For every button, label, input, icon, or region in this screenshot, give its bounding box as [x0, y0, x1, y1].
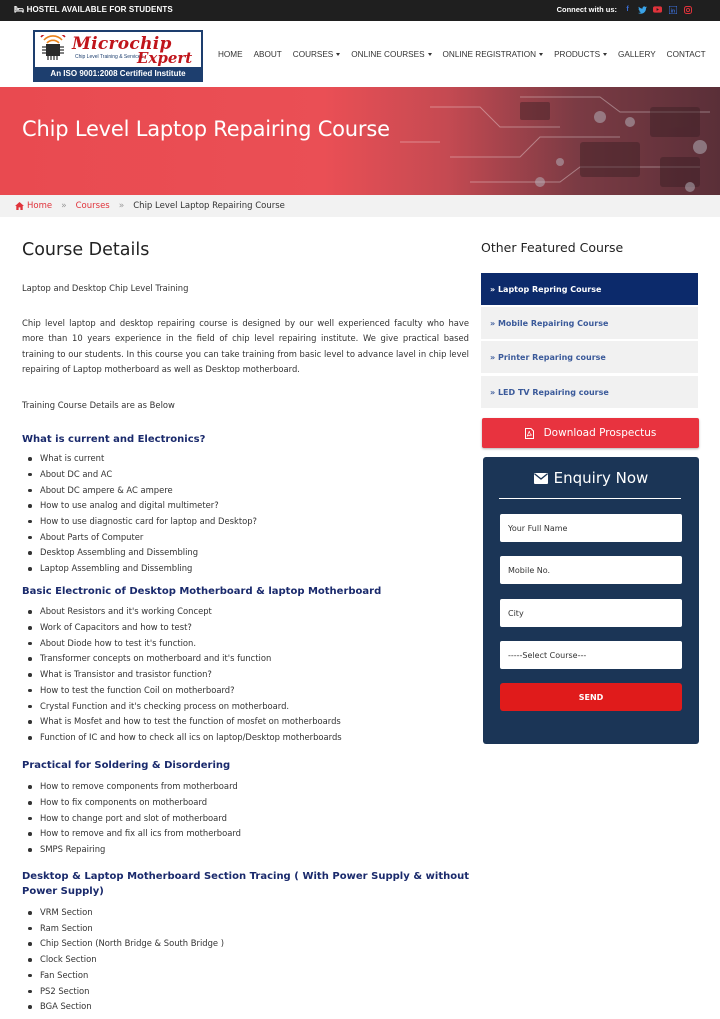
- double-chevron-right-icon: »: [118, 201, 125, 211]
- send-button[interactable]: [500, 683, 682, 711]
- city-placeholder: City: [508, 608, 524, 618]
- section-title-soldering: Practical for Soldering & Disordering: [22, 759, 231, 771]
- section-list-section-tracing: [28, 905, 469, 1015]
- site-header: [0, 21, 720, 87]
- nav-courses-label: COURSES: [292, 50, 334, 59]
- nav-about[interactable]: [254, 50, 282, 59]
- course-description: Chip level laptop and desktop repairing course is designed by our well experienced faculty who have more than 10 years experience in the field of chip level repairing institute. We give practical based training to our students. In this course you can take training from basic level to advance lavel in chip level repairing of Laptop motherboard as well as Desktop motherboard.: [22, 317, 469, 375]
- enquiry-title: Enquiry Now: [553, 469, 649, 487]
- caret-down-icon: [603, 53, 607, 56]
- list-item: Work of Capacitors and how to test?: [28, 620, 469, 636]
- nav-products[interactable]: [554, 50, 607, 59]
- details-intro-text: Training Course Details are as Below: [22, 399, 175, 410]
- main-navigation: [218, 50, 717, 59]
- list-item: How to fix components on motherboard: [28, 795, 469, 811]
- youtube-icon[interactable]: [653, 5, 662, 14]
- list-item: About Diode how to test it's function.: [28, 636, 469, 652]
- list-item: About DC ampere & AC ampere: [28, 483, 469, 499]
- list-item: How to change port and slot of motherboard: [28, 811, 469, 827]
- nav-products-label: PRODUCTS: [554, 50, 601, 59]
- send-button-label: SEND: [578, 692, 604, 702]
- featured-course-label: Printer Reparing course: [497, 352, 606, 362]
- envelope-icon: [534, 473, 548, 484]
- facebook-icon[interactable]: f: [626, 6, 629, 13]
- mobile-number-input[interactable]: [500, 556, 682, 584]
- list-item: Laptop Assembling and Dissembling: [28, 561, 469, 577]
- city-input[interactable]: [500, 599, 682, 627]
- twitter-icon[interactable]: [638, 5, 647, 14]
- course-select[interactable]: [500, 641, 682, 669]
- home-icon: [15, 202, 24, 210]
- list-item: Crystal Function and it's checking process on motherboard.: [28, 699, 469, 715]
- featured-courses-heading: Other Featured Course: [481, 240, 624, 255]
- double-chevron-right-icon: »: [490, 387, 498, 397]
- list-item: Clock Section: [28, 952, 469, 968]
- list-item: How to remove components from motherboard: [28, 779, 469, 795]
- social-links: [557, 5, 692, 14]
- list-item: Transformer concepts on motherboard and it's function: [28, 651, 469, 667]
- nav-gallery-label: GALLERY: [618, 50, 656, 59]
- featured-course-label: Mobile Repairing Course: [497, 318, 609, 328]
- section-title-basic-electronic: Basic Electronic of Desktop Motherboard & laptop Motherboard: [22, 585, 382, 597]
- double-chevron-right-icon: »: [490, 284, 498, 294]
- linkedin-icon[interactable]: [668, 5, 677, 14]
- section-list-basic-electronic: [28, 604, 469, 745]
- enquiry-divider: [499, 498, 681, 499]
- nav-about-label: ABOUT: [253, 50, 282, 59]
- instagram-icon[interactable]: [683, 5, 692, 14]
- caret-down-icon: [336, 53, 340, 56]
- featured-course-label: Laptop Repring Course: [497, 284, 602, 294]
- list-item: How to test the function Coil on motherboard?: [28, 683, 469, 699]
- list-item: BGA Section: [28, 999, 469, 1015]
- full-name-input[interactable]: [500, 514, 682, 542]
- section-list-soldering: [28, 779, 469, 858]
- list-item: PS2 Section: [28, 984, 469, 1000]
- section-list-current-electronics: [28, 451, 469, 577]
- logo-brand-top: Microchip: [72, 34, 172, 54]
- nav-online-courses-label: ONLINE COURSES: [351, 50, 425, 59]
- list-item: Chip Section (North Bridge & South Bridge ): [28, 936, 469, 952]
- nav-contact[interactable]: [667, 50, 706, 59]
- nav-online-registration[interactable]: [443, 50, 544, 59]
- sidebar: [481, 240, 699, 702]
- hostel-text: HOSTEL AVAILABLE FOR STUDENTS: [26, 5, 173, 14]
- nav-courses[interactable]: [293, 50, 341, 59]
- list-item: How to use analog and digital multimeter?: [28, 498, 469, 514]
- download-prospectus-label: Download Prospectus: [543, 427, 657, 439]
- list-item: About Parts of Computer: [28, 530, 469, 546]
- featured-course-printer[interactable]: [481, 341, 698, 373]
- chip-wifi-logo-icon: [38, 35, 68, 63]
- enquiry-form: [483, 457, 699, 744]
- list-item: SMPS Repairing: [28, 842, 469, 858]
- logo-tagline: Chip Level Training & Services: [75, 54, 144, 60]
- enquiry-heading: [483, 469, 699, 487]
- nav-home[interactable]: [218, 50, 243, 59]
- page-title: Chip Level Laptop Repairing Course: [22, 117, 390, 141]
- section-title-section-tracing: Desktop & Laptop Motherboard Section Tracing ( With Power Supply & without Power Supply): [22, 870, 469, 898]
- page-banner: [0, 87, 720, 195]
- featured-course-label: LED TV Repairing course: [497, 387, 609, 397]
- double-chevron-right-icon: »: [61, 201, 67, 211]
- intro-text: Laptop and Desktop Chip Level Training: [22, 283, 189, 293]
- caret-down-icon: [428, 53, 432, 56]
- pdf-file-icon: [525, 428, 534, 439]
- section-title-current-electronics: What is current and Electronics?: [22, 433, 206, 445]
- list-item: How to use diagnostic card for laptop and Desktop?: [28, 514, 469, 530]
- breadcrumb-home-label: Home: [27, 201, 53, 211]
- bed-icon: 🛏︎: [14, 5, 25, 14]
- list-item: About DC and AC: [28, 467, 469, 483]
- full-name-placeholder: Your Full Name: [508, 523, 568, 533]
- list-item: Ram Section: [28, 921, 469, 937]
- site-logo[interactable]: [33, 30, 203, 82]
- list-item: VRM Section: [28, 905, 469, 921]
- logo-brand-bottom: Expert: [137, 49, 193, 67]
- circuit-board-background: [0, 87, 720, 195]
- breadcrumb-current: Chip Level Laptop Repairing Course: [133, 201, 285, 211]
- course-details-heading: Course Details: [22, 240, 150, 260]
- list-item: Desktop Assembling and Dissembling: [28, 545, 469, 561]
- list-item: What is Transistor and trasistor function?: [28, 667, 469, 683]
- download-prospectus-button[interactable]: [482, 418, 699, 448]
- list-item: What is Mosfet and how to test the function of mosfet on motherboards: [28, 714, 469, 730]
- breadcrumb-courses[interactable]: Courses: [75, 201, 110, 211]
- double-chevron-right-icon: »: [490, 352, 498, 362]
- featured-course-mobile[interactable]: [481, 307, 698, 339]
- nav-online-courses[interactable]: [351, 50, 431, 59]
- breadcrumb-home[interactable]: [15, 201, 52, 211]
- list-item: Fan Section: [28, 968, 469, 984]
- nav-home-label: HOME: [218, 50, 243, 59]
- nav-gallery[interactable]: [618, 50, 656, 59]
- logo-iso-line: An ISO 9001:2008 Certified Institute: [35, 67, 201, 80]
- svg-text:in: in: [670, 7, 675, 14]
- double-chevron-right-icon: »: [490, 318, 498, 328]
- list-item: How to remove and fix all ics from motherboard: [28, 826, 469, 842]
- connect-label: Connect with us:: [556, 5, 617, 14]
- nav-contact-label: CONTACT: [666, 50, 706, 59]
- caret-down-icon: [539, 53, 543, 56]
- list-item: About Resistors and it's working Concept: [28, 604, 469, 620]
- featured-course-led-tv[interactable]: [481, 376, 698, 408]
- mobile-number-placeholder: Mobile No.: [508, 565, 551, 575]
- course-select-value: -----Select Course---: [508, 650, 587, 660]
- list-item: What is current: [28, 451, 469, 467]
- top-bar: [0, 0, 720, 21]
- hostel-notice: [14, 5, 173, 14]
- breadcrumb: [0, 195, 720, 217]
- featured-course-laptop[interactable]: [481, 273, 698, 305]
- nav-online-registration-label: ONLINE REGISTRATION: [442, 50, 537, 59]
- course-details: [22, 240, 469, 1015]
- list-item: Function of IC and how to check all ics on laptop/Desktop motherboards: [28, 730, 469, 746]
